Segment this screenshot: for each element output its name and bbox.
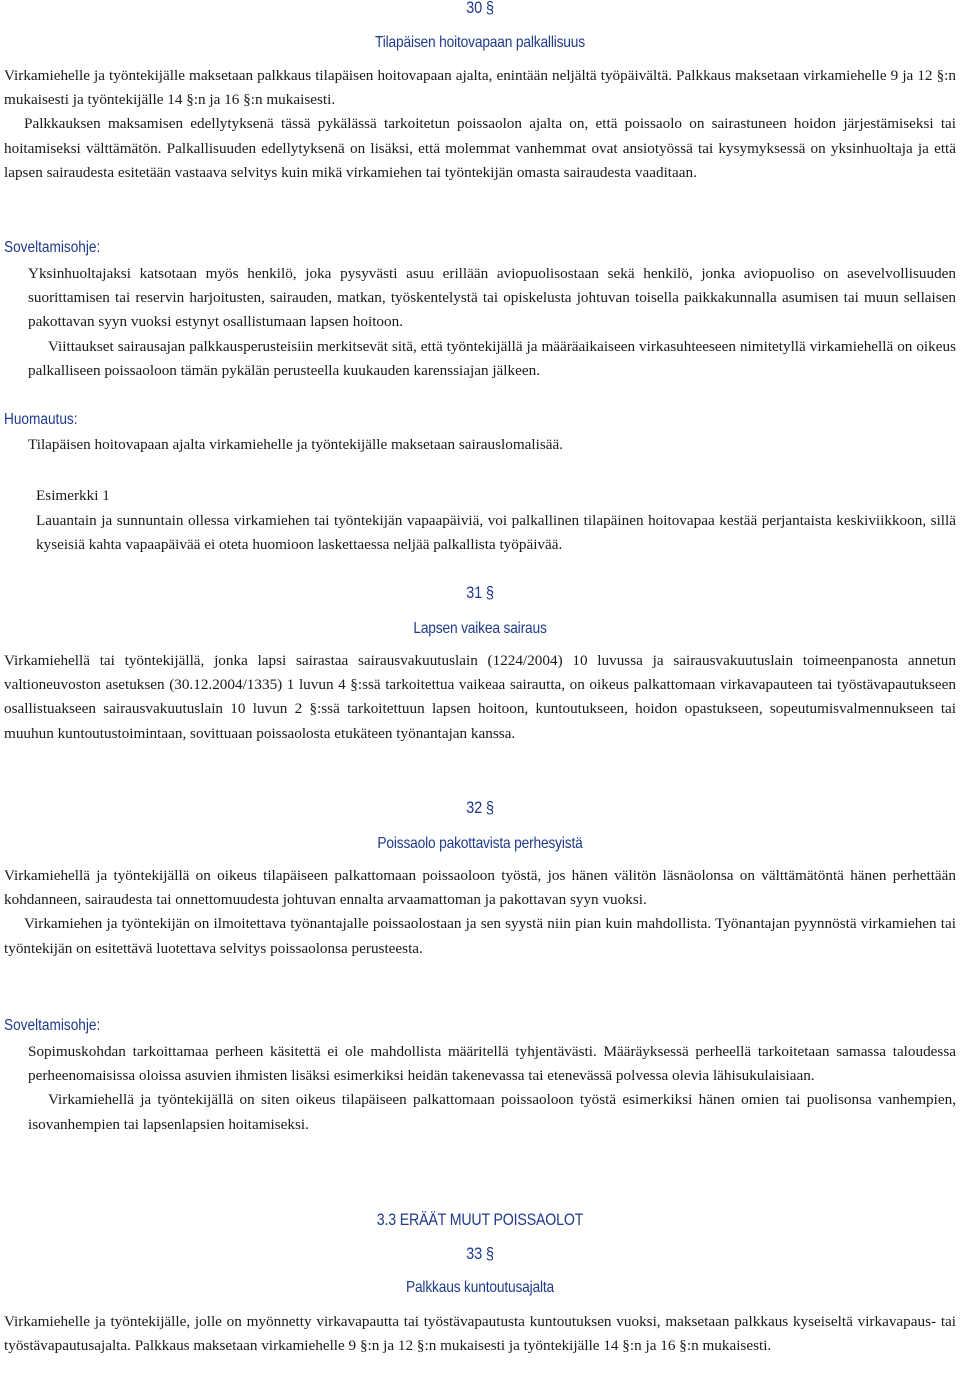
section-32-paragraph-2: Virkamiehen ja työntekijän on ilmoitettava työnantajalle poissaolostaan ja sen syystä niin pian kuin mahdollista. Työnantajan pyynnöstä virkamiehen tai työntekijän on esitettävä luotettava selvitys poissaolonsa perusteesta. — [4, 915, 956, 957]
section-32-guide-body — [28, 1040, 956, 1137]
section-31-body — [4, 649, 956, 746]
section-32-guide-label: Soveltamisohje: — [4, 1017, 101, 1034]
section-30-paragraph-1: Virkamiehelle ja työntekijälle maksetaan palkkaus tilapäisen hoitovapaan ajalta, enintään neljältä työpäivältä. Palkkaus maksetaan virkamiehelle 9 ja 12 §:n mukaisesti ja työntekijälle 14 §:n ja 16 §:n mukaisesti. — [4, 67, 956, 109]
section-31-title: Lapsen vaikea sairaus — [413, 620, 547, 637]
section-32-body — [4, 864, 956, 961]
section-33-number: 33 § — [466, 1244, 494, 1263]
chapter-3-3-heading: 3.3 ERÄÄT MUUT POISSAOLOT — [376, 1211, 584, 1229]
section-30-body — [4, 64, 956, 185]
section-33-title: Palkkaus kuntoutusajalta — [405, 1279, 555, 1296]
section-30-paragraph-2: Palkkauksen maksamisen edellytyksenä tässä pykälässä tarkoitetun poissaolon ajalta on, että poissaolo on sairastuneen hoidon järjestämiseksi tai hoitamiseksi välttämätön. Palkallisuuden edellytyksenä on lisäksi, että molemmat vanhemmat ovat ansiotyössä tai kysymyksessä on yksinhuoltaja ja että lapsen sairaudesta esitetään vastaava selvitys kuin mikä virkamiehen tai työntekijän omasta sairaudesta vaaditaan. — [4, 115, 956, 181]
section-30-example-title: Esimerkki 1 — [36, 487, 110, 504]
section-30-guide-paragraph-1: Yksinhuoltajaksi katsotaan myös henkilö, joka pysyvästi asuu erillään aviopuolisostaan sekä henkilö, jonka aviopuoliso on asevelvollisuuden suorittamisen tai reservin harjoitusten, sairauden, matkan, työskentelystä tai opiskelusta johtuvan toisella paikkakunnalla asumisen tai muun sellaisen pakottavan syyn vuoksi estynyt osallistumaan lapsen hoitoon. — [28, 265, 956, 331]
section-30-example-text: Lauantain ja sunnuntain ollessa virkamiehen tai työntekijän vapaapäiviä, voi palkallinen tilapäinen hoitovapaa kestää perjantaista keskiviikkoon, sillä kyseisiä kahta vapaapäivää ei oteta huomioon laskettaessa neljää palkallista työpäivää. — [36, 512, 956, 554]
section-31-paragraph-1: Virkamiehellä tai työntekijällä, jonka lapsi sairastaa sairausvakuutuslain (1224/2004) 10 luvussa ja sairausvakuutuslain toimeenpanosta annetun valtioneuvoston asetuksen (30.12.2004/1335) 1 luvun 4 §:ssä tarkoitettua vaikeaa sairautta, on oikeus palkattomaan virkavapauteen tai työstävapautukseen osallistuakseen sairausvakuutuslain 10 luvun 2 §:ssä tarkoitettuun lapsen hoitoon, kuntoutukseen, hoidon opastukseen, sopeutumisvalmennukseen tai muuhun kuntoutustoimintaan, sovittuaan poissaolosta etukäteen työnantajan kanssa. — [4, 652, 956, 742]
section-30-guide-label: Soveltamisohje: — [4, 239, 101, 256]
section-30-note-label: Huomautus: — [4, 411, 78, 428]
section-33-body — [4, 1310, 956, 1358]
section-32-number: 32 § — [466, 798, 494, 817]
section-32-guide-paragraph-2: Virkamiehellä ja työntekijällä on siten oikeus tilapäiseen palkattomaan poissaoloon työstä esimerkiksi hänen omien tai puolisonsa vanhempien, isovanhempien tai lapsenlapsien hoitamiseksi. — [28, 1091, 956, 1133]
section-30-note-text: Tilapäisen hoitovapaan ajalta virkamiehelle ja työntekijälle maksetaan sairauslomalisää. — [28, 436, 564, 453]
section-30-guide-paragraph-2: Viittaukset sairausajan palkkausperusteisiin merkitsevät sitä, että työntekijällä ja määräaikaiseen virkasuhteeseen nimitetyllä virkamiehellä on oikeus palkalliseen poissaoloon tämän pykälän perusteella kuukauden karenssiajan jälkeen. — [28, 337, 956, 379]
section-32-title: Poissaolo pakottavista perhesyistä — [377, 835, 583, 852]
section-32-guide-paragraph-1: Sopimuskohdan tarkoittamaa perheen käsitettä ei ole mahdollista määritellä tyhjentävästi. Määräyksessä perheellä tarkoitetaan samassa taloudessa perheenomaisissa oloissa asuvien ihmisten lisäksi esimerkiksi heidän takenevassa tai etenevässä polvessa olevia lähisukulaisiaan. — [28, 1043, 956, 1085]
section-33-paragraph-1: Virkamiehelle ja työntekijälle, jolle on myönnetty virkavapautta tai työstävapautusta kuntoutuksen vuoksi, maksetaan palkkaus kyseiseltä virkavapaus- tai työstävapautusajalta. Palkkaus maksetaan virkamiehelle 9 §:n ja 12 §:n mukaisesti ja työntekijälle 14 §:n ja 16 §:n mukaisesti. — [4, 1313, 956, 1355]
section-30-title: Tilapäisen hoitovapaan palkallisuus — [375, 34, 585, 51]
section-31-number: 31 § — [466, 583, 494, 602]
section-30-number: 30 § — [466, 0, 494, 17]
section-30-guide-body — [28, 262, 956, 383]
section-32-paragraph-1: Virkamiehellä ja työntekijällä on oikeus tilapäiseen palkattomaan poissaoloon työstä, jos hänen välitön läsnäolonsa on välttämätöntä hänen perhettään kohdanneen, sairaudesta tai onnettomuudesta johtuvan ennalta arvaamattoman ja pakottavan syyn vuoksi. — [4, 867, 956, 909]
